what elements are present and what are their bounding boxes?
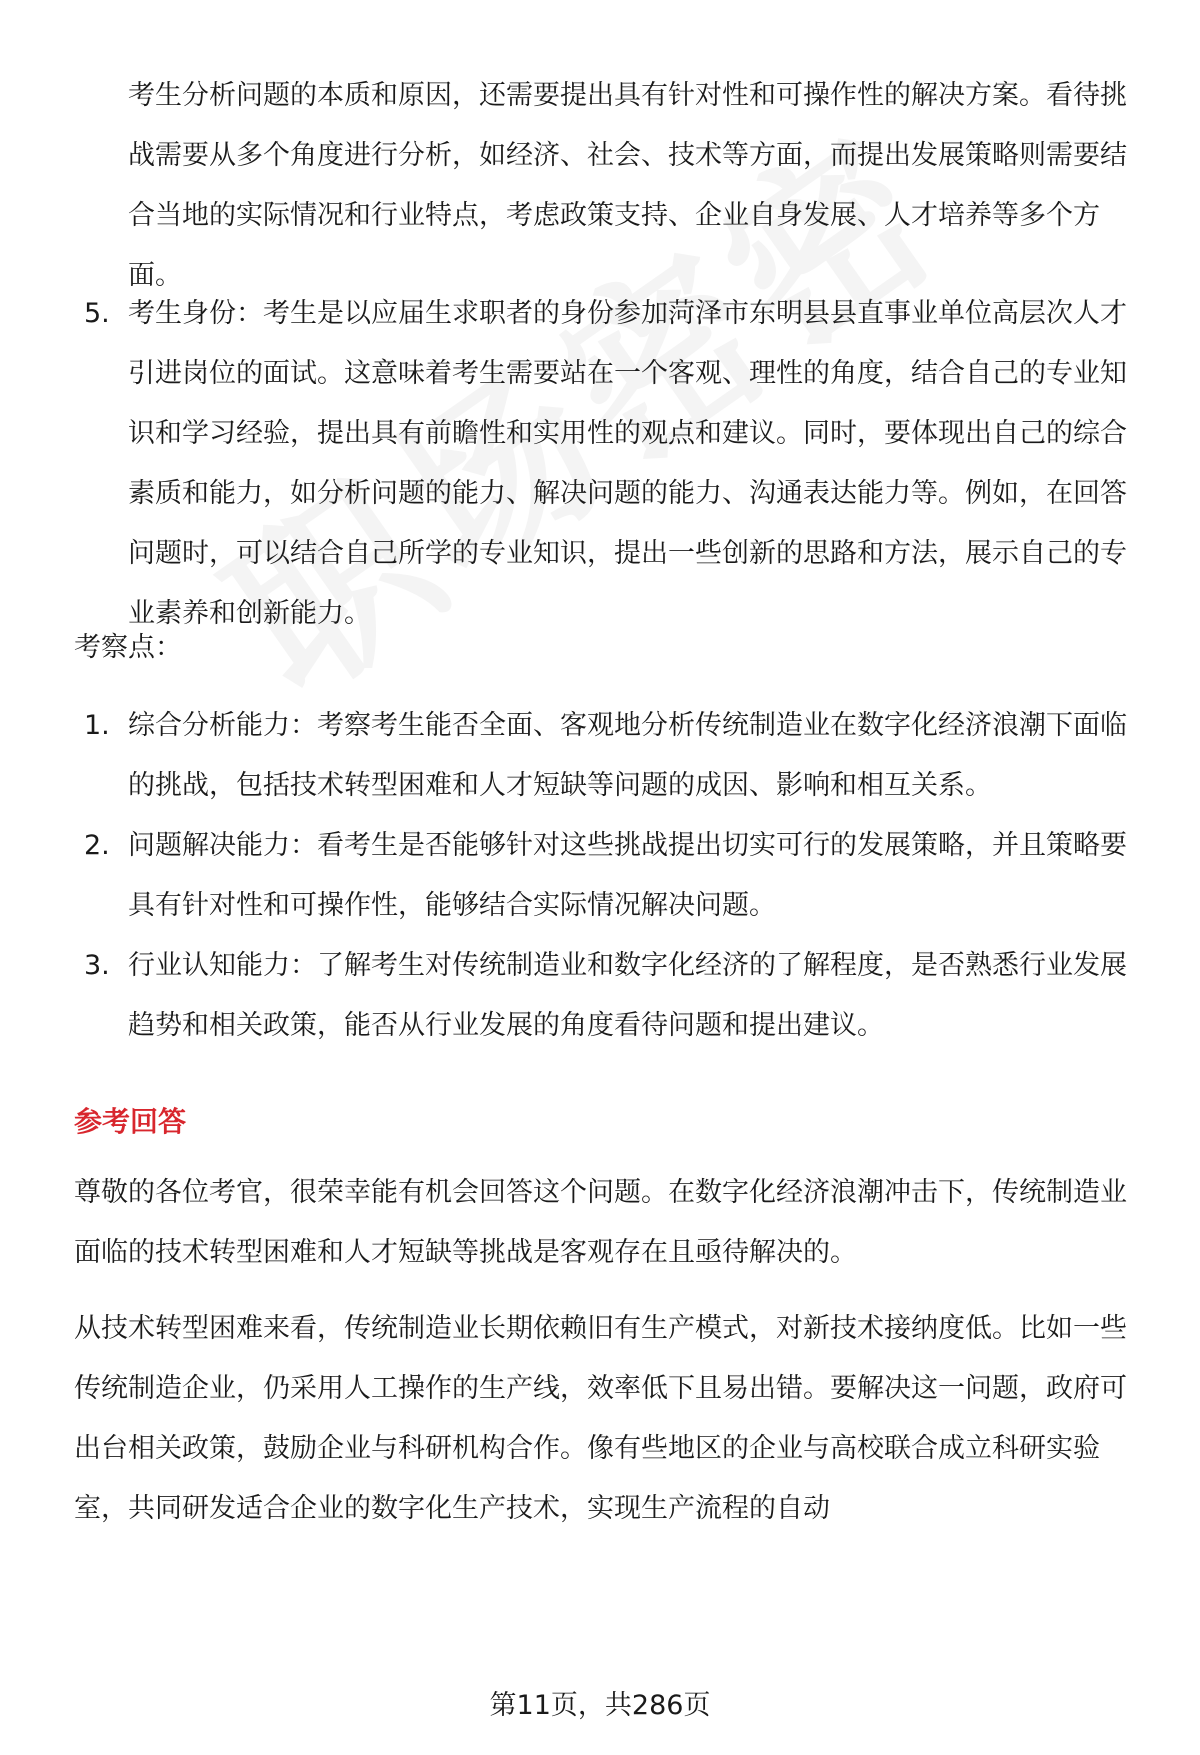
list-item: [0, 816, 1200, 936]
item-text: 行业认知能力：了解考生对传统制造业和数字化经济的了解程度，是否熟悉行业发展趋势和相关政策，能否从行业发展的角度看待问题和提出建议。: [128, 950, 1127, 1041]
item-text: 综合分析能力：考察考生能否全面、客观地分析传统制造业在数字化经济浪潮下面临的挑战，包括技术转型困难和人才短缺等问题的成因、影响和相互关系。: [128, 710, 1127, 801]
answer-paragraph: 尊敬的各位考官，很荣幸能有机会回答这个问题。在数字化经济浪潮冲击下，传统制造业面临的技术转型困难和人才短缺等挑战是客观存在且亟待解决的。: [74, 1177, 1127, 1268]
list-item: [0, 284, 1200, 644]
item-number: 1.: [84, 710, 110, 741]
item-number: 5.: [84, 298, 110, 329]
observation-list: [0, 696, 1200, 1056]
item-text: 问题解决能力：看考生是否能够针对这些挑战提出切实可行的发展策略，并且策略要具有针对性和可操作性，能够结合实际情况解决问题。: [128, 830, 1127, 921]
reference-answer-heading: 参考回答: [74, 1105, 187, 1138]
item-number: 2.: [84, 830, 110, 861]
observation-label: 考察点：: [74, 632, 182, 663]
item-5-list: [0, 284, 1200, 644]
continuation-paragraph: 考生分析问题的本质和原因，还需要提出具有针对性和可操作性的解决方案。看待挑战需要从多个角度进行分析，如经济、社会、技术等方面，而提出发展策略则需要结合当地的实际情况和行业特点，考虑政策支持、企业自身发展、人才培养等多个方面。: [128, 80, 1127, 291]
answer-paragraph: 从技术转型困难来看，传统制造业长期依赖旧有生产模式，对新技术接纳度低。比如一些传统制造企业，仍采用人工操作的生产线，效率低下且易出错。要解决这一问题，政府可出台相关政策，鼓励企业与科研机构合作。像有些地区的企业与高校联合成立科研实验室，共同研发适合企业的数字化生产技术，实现生产流程的自动: [74, 1313, 1127, 1524]
page-footer: 第11页，共286页: [489, 1690, 711, 1721]
list-item: [0, 696, 1200, 816]
list-item: [0, 936, 1200, 1056]
item-text: 考生身份：考生是以应届生求职者的身份参加菏泽市东明县县直事业单位高层次人才引进岗位的面试。这意味着考生需要站在一个客观、理性的角度，结合自己的专业知识和学习经验，提出具有前瞻性和实用性的观点和建议。同时，要体现出自己的综合素质和能力，如分析问题的能力、解决问题的能力、沟通表达能力等。例如，在回答问题时，可以结合自己所学的专业知识，提出一些创新的思路和方法，展示自己的专业素养和创新能力。: [128, 298, 1127, 629]
item-number: 3.: [84, 950, 110, 981]
